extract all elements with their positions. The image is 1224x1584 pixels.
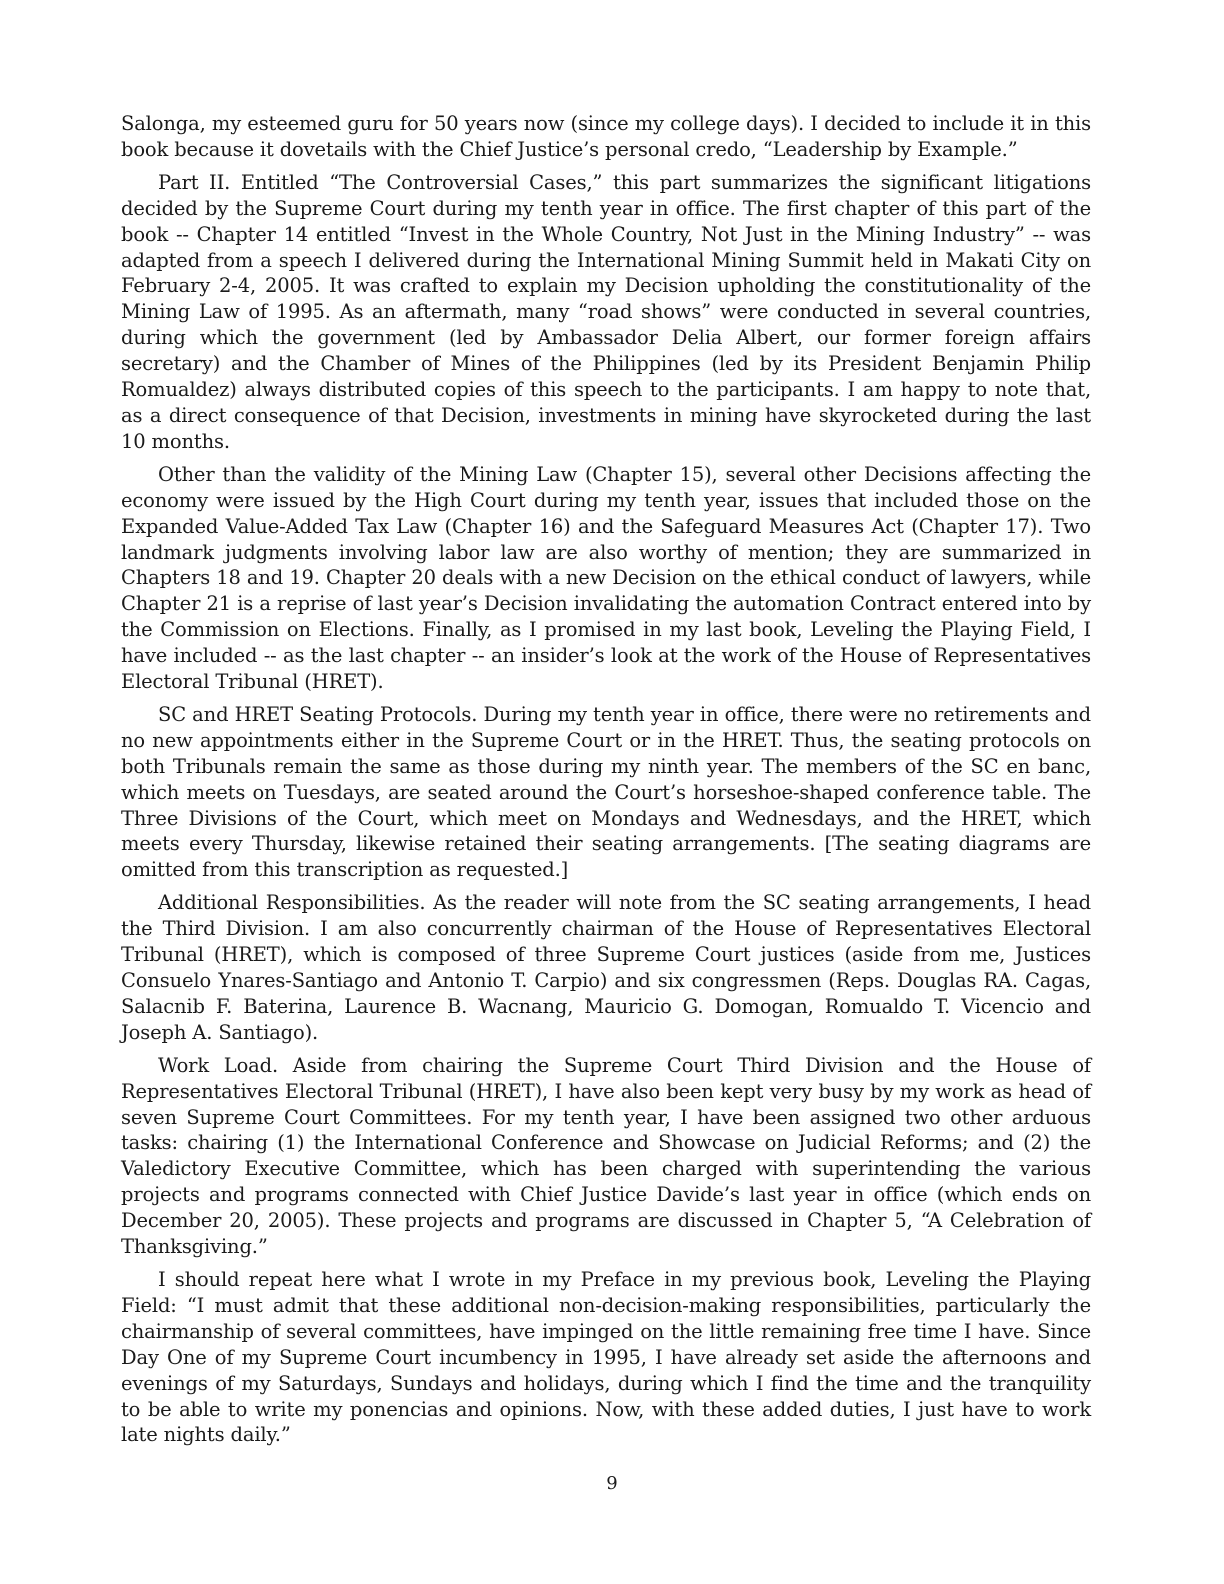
paragraph-work-load: Work Load. Aside from chairing the Supreme Court Third Division and the House of Representatives Electoral Tribunal (HRET), I have also been kept very busy by my work as head of seven Supreme Court Committees. For my tenth year, I have been assigned two other arduous tasks: chairing (1) the International Conference and Showcase on Judicial Reforms; and (2) the Valedictory Executive Committee, which has been charged with superintending the various projects and programs connected with Chief Justice Davide’s last year in office (which ends on December 20, 2005). These projects and programs are discussed in Chapter 5, “A Celebration of Thanksgiving.” xyxy=(121,1053,1091,1259)
page-number: 9 xyxy=(606,1473,618,1494)
paragraph-seating-protocols: SC and HRET Seating Protocols. During my tenth year in office, there were no retirements and no new appointments either in the Supreme Court or in the HRET. Thus, the seating protocols on both Tribunals remain the same as those during my ninth year. The members of the SC en banc, which meets on Tuesdays, are seated around the Court’s horseshoe-shaped conference table. The Three Divisions of the Court, which meet on Mondays and Wednesdays, and the HRET, which meets every Thursday, likewise retained their seating arrangements. [The seating diagrams are omitted from this transcription as requested.] xyxy=(121,702,1091,882)
paragraph-part-two: Part II. Entitled “The Controversial Cases,” this part summarizes the significant litigations decided by the Supreme Court during my tenth year in office. The first chapter of this part of the book -- Chapter 14 entitled “Invest in the Whole Country, Not Just in the Mining Industry” -- was adapted from a speech I delivered during the International Mining Summit held in Makati City on February 2-4, 2005. It was crafted to explain my Decision upholding the constitutionality of the Mining Law of 1995. As an aftermath, many “road shows” were conducted in several countries, during which the government (led by Ambassador Delia Albert, our former foreign affairs secretary) and the Chamber of Mines of the Philippines (led by its President Benjamin Philip Romualdez) always distributed copies of this speech to the participants. I am happy to note that, as a direct consequence of that Decision, investments in mining have skyrocketed during the last 10 months. xyxy=(121,170,1091,453)
page-body xyxy=(121,111,1091,1455)
paragraph-economic-decisions: Other than the validity of the Mining Law (Chapter 15), several other Decisions affecting the economy were issued by the High Court during my tenth year, issues that included those on the Expanded Value-Added Tax Law (Chapter 16) and the Safeguard Measures Act (Chapter 17). Two landmark judgments involving labor law are also worthy of mention; they are summarized in Chapters 18 and 19. Chapter 20 deals with a new Decision on the ethical conduct of lawyers, while Chapter 21 is a reprise of last year’s Decision invalidating the automation Contract entered into by the Commission on Elections. Finally, as I promised in my last book, Leveling the Playing Field, I have included -- as the last chapter -- an insider’s look at the work of the House of Representatives Electoral Tribunal (HRET). xyxy=(121,462,1091,694)
paragraph-additional-responsibilities: Additional Responsibilities. As the reader will note from the SC seating arrangements, I head the Third Division. I am also concurrently chairman of the House of Representatives Electoral Tribunal (HRET), which is composed of three Supreme Court justices (aside from me, Justices Consuelo Ynares-Santiago and Antonio T. Carpio) and six congressmen (Reps. Douglas RA. Cagas, Salacnib F. Baterina, Laurence B. Wacnang, Mauricio G. Domogan, Romualdo T. Vicencio and Joseph A. Santiago). xyxy=(121,891,1091,1044)
paragraph-preface-quote: I should repeat here what I wrote in my Preface in my previous book, Leveling the Playing Field: “I must admit that these additional non-decision-making responsibilities, particularly the chairmanship of several committees, have impinged on the little remaining free time I have. Since Day One of my Supreme Court incumbency in 1995, I have already set aside the afternoons and evenings of my Saturdays, Sundays and holidays, during which I find the time and the tranquility to be able to write my ponencias and opinions. Now, with these added duties, I just have to work late nights daily.” xyxy=(121,1267,1091,1447)
paragraph-continuation: Salonga, my esteemed guru for 50 years now (since my college days). I decided to include it in this book because it dovetails with the Chief Justice’s personal credo, “Leadership by Example.” xyxy=(121,112,1091,161)
